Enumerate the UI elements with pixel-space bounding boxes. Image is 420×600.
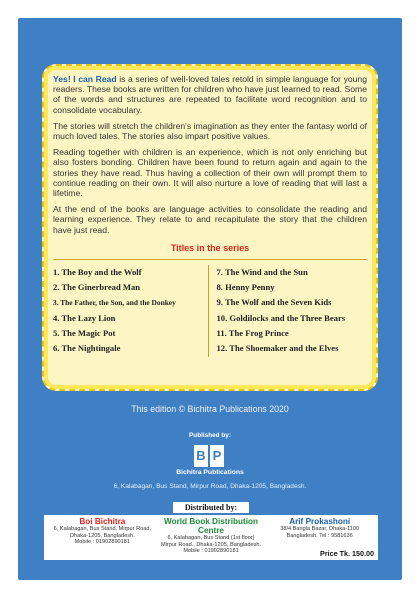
distributor-world-book [157, 517, 266, 558]
distributors-box [44, 515, 378, 560]
logo-letter-b: B [194, 445, 208, 467]
title-item: 4. The Lazy Lion [53, 312, 116, 323]
title-item: 9. The Wolf and the Seven Kids [216, 297, 332, 308]
title-item: 8. Henny Penny [216, 282, 275, 293]
activities-paragraph: At the end of the books are language activities to consolidate the reading and learning experience. They relate to and recapitulate the story that the children have just read. [53, 204, 367, 235]
reading-together-paragraph: Reading together with children is an experience, which is not only enriching but also fosters bonding. Children have been found to return again and again to the stories they have read. Thus having a collection of their own will prompt them to continue reading on their own. It will also nurture a love of reading that will last a lifetime. [53, 147, 367, 199]
distributor-name: Boi Bichitra [79, 517, 126, 526]
distributor-address-line: Dhaka-1205, Bangladesh. [69, 532, 135, 539]
distributor-boi-bichitra [48, 517, 157, 558]
back-cover [18, 18, 402, 580]
publisher-name: Bichitra Publications [176, 469, 244, 476]
title-item: 10. Goldilocks and the Three Bears [216, 312, 346, 323]
title-item: 7. The Wind and the Sun [216, 266, 308, 277]
title-item: 1. The Boy and the Wolf [53, 266, 142, 277]
title-item: 2. The Ginerbread Man [53, 282, 141, 293]
distributor-name: Arif Prokashoni [289, 517, 351, 526]
distributed-by-label: Distributed by: [173, 502, 249, 513]
publisher-address: 6, Kalabagan, Bus Stand, Mirpur Road, Dhaka-1205, Bangladesh. [113, 483, 307, 490]
distributor-address-line: 38/4 Bangla Bazar, Dhaka-1100 [280, 526, 360, 532]
distributor-phone: Bangladesh. Tel : 9581636 [286, 532, 353, 539]
price-label: Price Tk. 150.00 [320, 549, 374, 558]
title-item: 12. The Shoemaker and the Elves [216, 343, 339, 354]
distributor-address-line: 6, Kalabagan, Bus Stand (1st floor) [167, 535, 255, 541]
distributor-name: World Book Distribution Centre [164, 517, 258, 535]
description-panel [42, 64, 378, 391]
title-item: 11. The Frog Prince [216, 328, 289, 339]
titles-column-right [209, 265, 368, 357]
titles-column-left [53, 265, 209, 357]
distributor-address-line: 6, Kalabagan, Bus Stand, Mirpur Road, [53, 526, 151, 532]
distributor-phone: Mobile : 01902890181 [183, 548, 239, 555]
title-item: 3. The Father, the Son, and the Donkey [53, 298, 176, 308]
title-item: 6. The Nightingale [53, 343, 121, 354]
imagination-paragraph: The stories will stretch the children's imagination as they enter the fantasy world of much loved tales. The stories also impart positive values. [53, 120, 367, 142]
publisher-logo [194, 445, 224, 467]
edition-copyright: This edition © Bichitra Publications 2020 [131, 404, 289, 414]
published-by-label: Published by: [189, 432, 231, 439]
series-heading: Titles in the series [170, 242, 250, 253]
logo-letter-p: P [210, 445, 224, 467]
intro-paragraph [53, 74, 367, 115]
distributor-phone: Mobile : 01902890181 [74, 539, 131, 546]
title-item: 5. The Magic Pot [53, 328, 116, 339]
distributor-address-line: Mirpur Road., Dhaka-1205, Bangladesh. [160, 541, 262, 548]
series-brand: Yes! I can Read [53, 74, 117, 84]
intro-text: is a series of well-loved tales retold in simple language for young readers. These books are written for children who have just learned to read. Some of the words and structures are repeated to facilitate word recognition and to consolidate vocabulary. [53, 74, 367, 115]
titles-list [53, 259, 367, 357]
